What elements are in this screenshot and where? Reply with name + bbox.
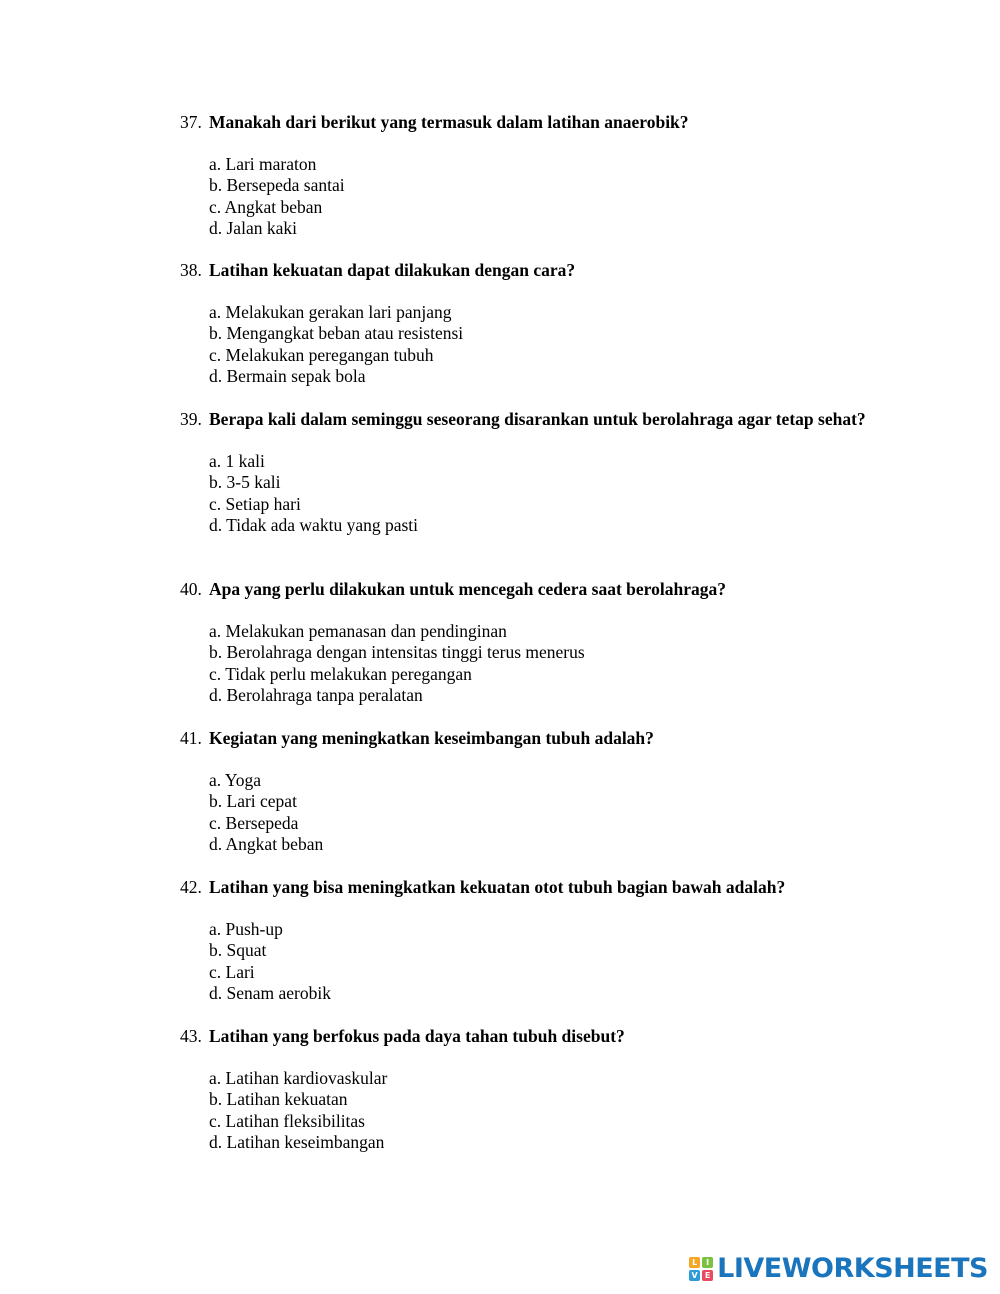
logo-mark-icon — [689, 1257, 713, 1281]
logo-mark-letter: L — [689, 1257, 700, 1268]
option-list — [209, 451, 880, 536]
logo-mark-letter: E — [702, 1270, 713, 1281]
option-list — [209, 302, 880, 387]
option-a: a. Melakukan gerakan lari panjang — [209, 302, 452, 322]
option-b: b. Latihan kekuatan — [209, 1089, 348, 1110]
option-c: c. Lari — [209, 961, 255, 982]
question-header — [180, 1026, 880, 1047]
question-39 — [180, 409, 880, 536]
option-a: a. 1 kali — [209, 451, 265, 471]
option-c: c. Setiap hari — [209, 493, 301, 514]
option-c: c. Tidak perlu melakukan peregangan — [209, 663, 472, 684]
question-header — [180, 112, 880, 133]
question-number: 40. — [180, 579, 202, 599]
option-list — [209, 154, 880, 239]
option-list — [209, 770, 880, 855]
question-37 — [180, 112, 880, 239]
option-b: b. Lari cepat — [209, 791, 297, 812]
question-header — [180, 728, 880, 749]
option-d: d. Tidak ada waktu yang pasti — [209, 514, 419, 535]
question-number: 43. — [180, 1026, 202, 1046]
option-list — [209, 919, 880, 1004]
option-list — [209, 1068, 880, 1153]
liveworksheets-logo — [689, 1254, 988, 1284]
option-d: d. Bermain sepak bola — [209, 365, 366, 386]
option-d: d. Latihan keseimbangan — [209, 1131, 385, 1152]
option-a: a. Melakukan pemanasan dan pendinginan — [209, 621, 507, 641]
option-a: a. Lari maraton — [209, 154, 317, 174]
question-number: 37. — [180, 112, 202, 132]
option-c: c. Bersepeda — [209, 812, 299, 833]
option-b: b. 3-5 kali — [209, 472, 281, 493]
question-43 — [180, 1026, 880, 1153]
question-text: Kegiatan yang meningkatkan keseimbangan tubuh adalah? — [209, 728, 654, 748]
option-b: b. Squat — [209, 940, 267, 961]
question-text: Latihan yang bisa meningkatkan kekuatan otot tubuh bagian bawah adalah? — [209, 877, 786, 897]
question-38 — [180, 260, 880, 387]
option-d: d. Senam aerobik — [209, 982, 331, 1003]
question-41 — [180, 728, 880, 855]
option-d: d. Angkat beban — [209, 833, 324, 854]
option-c: c. Angkat beban — [209, 196, 323, 217]
question-text: Apa yang perlu dilakukan untuk mencegah cedera saat berolahraga? — [209, 579, 726, 599]
question-text: Manakah dari berikut yang termasuk dalam latihan anaerobik? — [209, 112, 689, 132]
question-number: 39. — [180, 409, 202, 429]
question-text: Berapa kali dalam seminggu seseorang disarankan untuk berolahraga agar tetap sehat? — [209, 409, 866, 429]
question-header — [180, 260, 880, 281]
question-number: 38. — [180, 260, 202, 280]
logo-mark-letter: V — [689, 1270, 700, 1281]
option-a: a. Yoga — [209, 770, 262, 790]
question-header — [180, 877, 880, 898]
question-42 — [180, 877, 880, 1004]
option-a: a. Latihan kardiovaskular — [209, 1068, 388, 1088]
option-d: d. Berolahraga tanpa peralatan — [209, 684, 423, 705]
question-text: Latihan yang berfokus pada daya tahan tubuh disebut? — [209, 1026, 625, 1046]
question-number: 42. — [180, 877, 202, 897]
question-40 — [180, 579, 880, 706]
option-list — [209, 621, 880, 706]
question-header — [180, 579, 880, 600]
option-c: c. Latihan fleksibilitas — [209, 1110, 365, 1131]
question-text: Latihan kekuatan dapat dilakukan dengan cara? — [209, 260, 576, 280]
option-b: b. Mengangkat beban atau resistensi — [209, 323, 464, 344]
option-b: b. Bersepeda santai — [209, 175, 345, 196]
option-a: a. Push-up — [209, 919, 283, 939]
option-d: d. Jalan kaki — [209, 217, 297, 238]
option-b: b. Berolahraga dengan intensitas tinggi terus menerus — [209, 642, 585, 663]
logo-text: LIVEWORKSHEETS — [717, 1253, 988, 1284]
question-header — [180, 409, 880, 430]
option-c: c. Melakukan peregangan tubuh — [209, 344, 434, 365]
logo-mark-letter: I — [702, 1257, 713, 1268]
question-number: 41. — [180, 728, 202, 748]
